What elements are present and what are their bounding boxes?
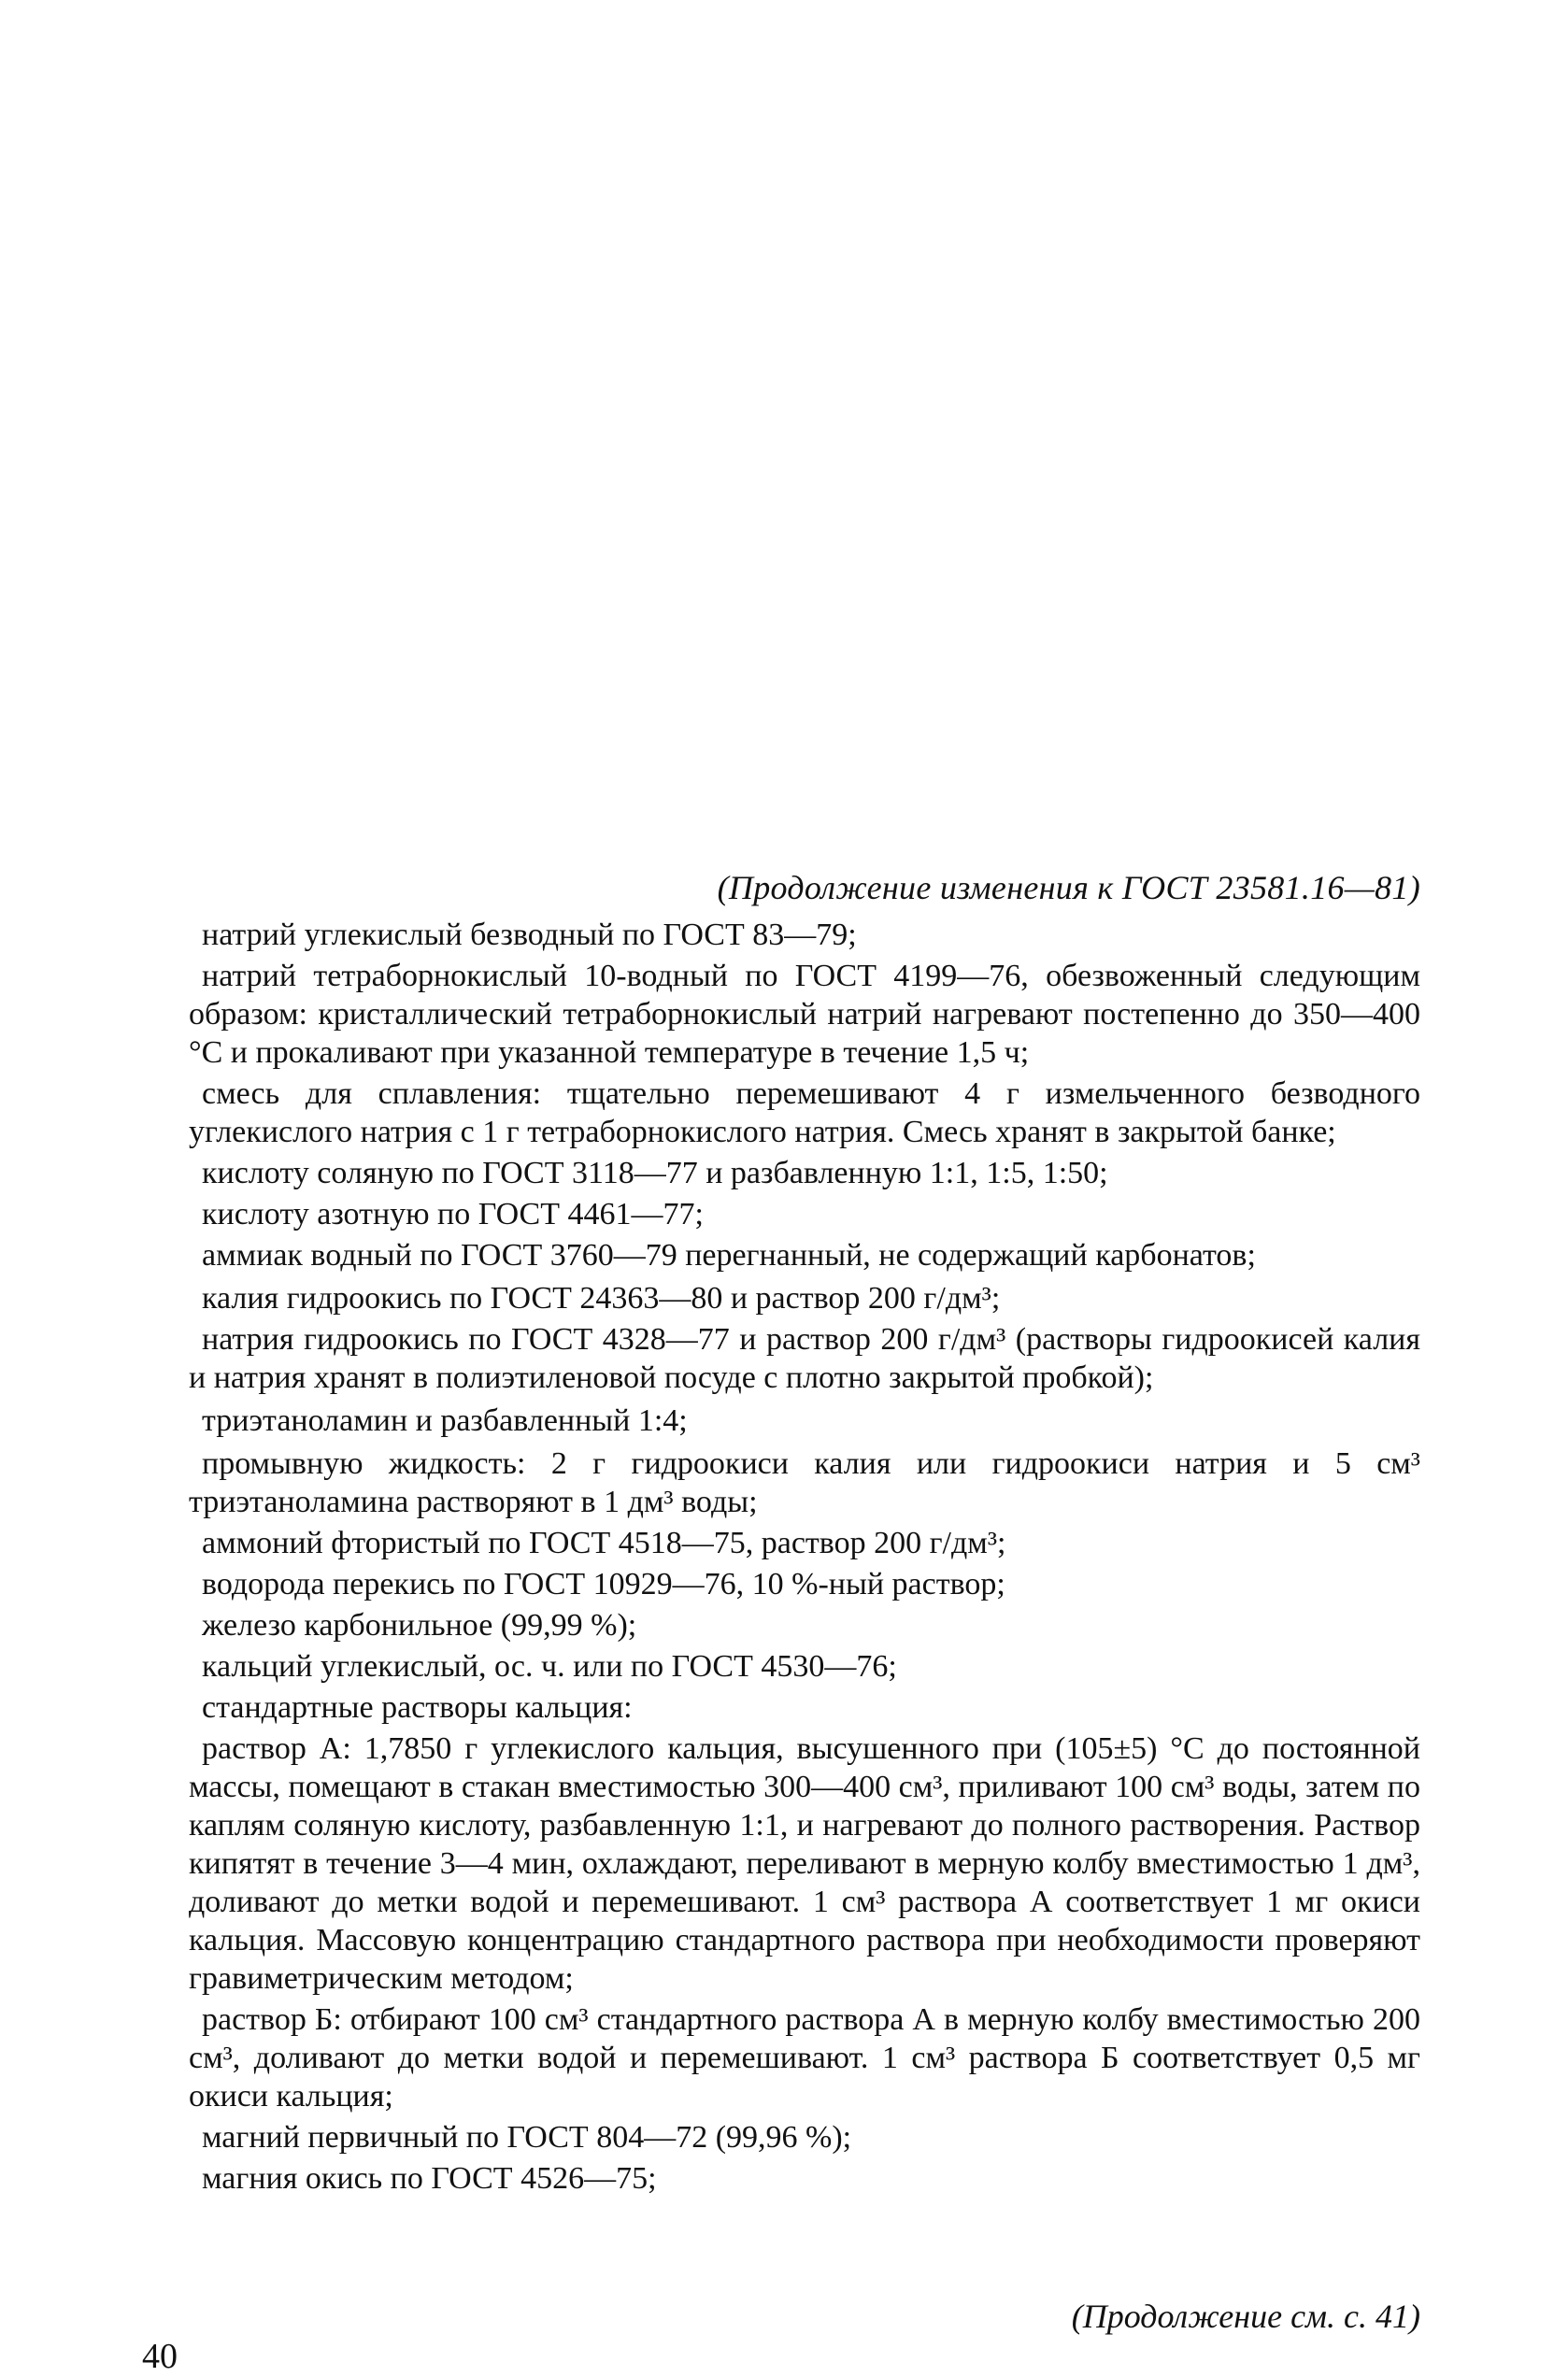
paragraph-washing-liquid: промывную жидкость: 2 г гидроокиси калия или гидроокиси натрия и 5 см³ триэтаноламина растворяют в 1 дм³ воды; [189,1446,1420,1519]
page-body [189,869,1420,2200]
paragraph-potassium-hydroxide: калия гидроокись по ГОСТ 24363—80 и раствор 200 г/дм³; [202,1281,1001,1316]
continuation-header: (Продолжение изменения к ГОСТ 23581.16—81) [717,869,1420,906]
paragraph-carbonyl-iron: железо карбонильное (99,99 %); [202,1608,637,1643]
paragraph-hydrochloric-acid: кислоту соляную по ГОСТ 3118—77 и разбавленную 1:1, 1:5, 1:50; [202,1156,1108,1190]
page-number: 40 [142,2337,178,2376]
paragraph-magnesium-oxide: магния окись по ГОСТ 4526—75; [202,2161,657,2196]
paragraph-ammonia: аммиак водный по ГОСТ 3760—79 перегнанный, не содержащий карбонатов; [202,1238,1256,1273]
paragraph-ammonium-fluoride: аммоний фтористый по ГОСТ 4518—75, раствор 200 г/дм³; [202,1526,1006,1560]
paragraph-solution-a: раствор А: 1,7850 г углекислого кальция, высушенного при (105±5) °С до постоянной массы, помещают в стакан вместимостью 300—400 см³, приливают 100 см³ воды, затем по каплям соляную кислоту, разбавленную 1:1, и нагревают до полного растворения. Раствор кипятят в течение 3—4 мин, охлаждают, переливают в мерную колбу вместимостью 1 дм³, доливают до метки водой и перемешивают. 1 см³ раствора А соответствует 1 мг окиси кальция. Массовую концентрацию стандартного раствора при необходимости проверяют гравиметрическим методом; [189,1731,1420,1996]
paragraph-sodium-carbonate: натрий углекислый безводный по ГОСТ 83—79; [202,918,857,952]
paragraph-fusion-mixture: смесь для сплавления: тщательно перемешивают 4 г измельченного безводного углекислого натрия с 1 г тетраборнокислого натрия. Смесь хранят в закрытой банке; [189,1076,1420,1149]
paragraph-primary-magnesium: магний первичный по ГОСТ 804—72 (99,96 %); [202,2120,852,2155]
paragraph-standard-solutions: стандартные растворы кальция: [202,1690,633,1725]
paragraph-hydrogen-peroxide: водорода перекись по ГОСТ 10929—76, 10 %-ный раствор; [202,1567,1005,1601]
paragraph-triethanolamine: триэтаноламин и разбавленный 1:4; [202,1403,688,1438]
paragraph-nitric-acid: кислоту азотную по ГОСТ 4461—77; [202,1197,704,1231]
paragraph-solution-b: раствор Б: отбирают 100 см³ стандартного раствора А в мерную колбу вместимостью 200 см³, доливают до метки водой и перемешивают. 1 см³ раствора Б соответствует 0,5 мг окиси кальция; [189,2002,1420,2114]
paragraph-sodium-tetraborate: натрий тетраборнокислый 10-водный по ГОСТ 4199—76, обезвоженный следующим образом: кристаллический тетраборнокислый натрий нагревают постепенно до 350—400 °С и прокаливают при указанной температуре в течение 1,5 ч; [189,959,1420,1070]
paragraph-calcium-carbonate: кальций углекислый, ос. ч. или по ГОСТ 4530—76; [202,1649,897,1684]
paragraph-sodium-hydroxide: натрия гидроокись по ГОСТ 4328—77 и раствор 200 г/дм³ (растворы гидроокисей калия и натрия хранят в полиэтиленовой посуде с плотно закрытой пробкой); [189,1322,1420,1395]
continuation-footer: (Продолжение см. с. 41) [1071,2298,1420,2335]
